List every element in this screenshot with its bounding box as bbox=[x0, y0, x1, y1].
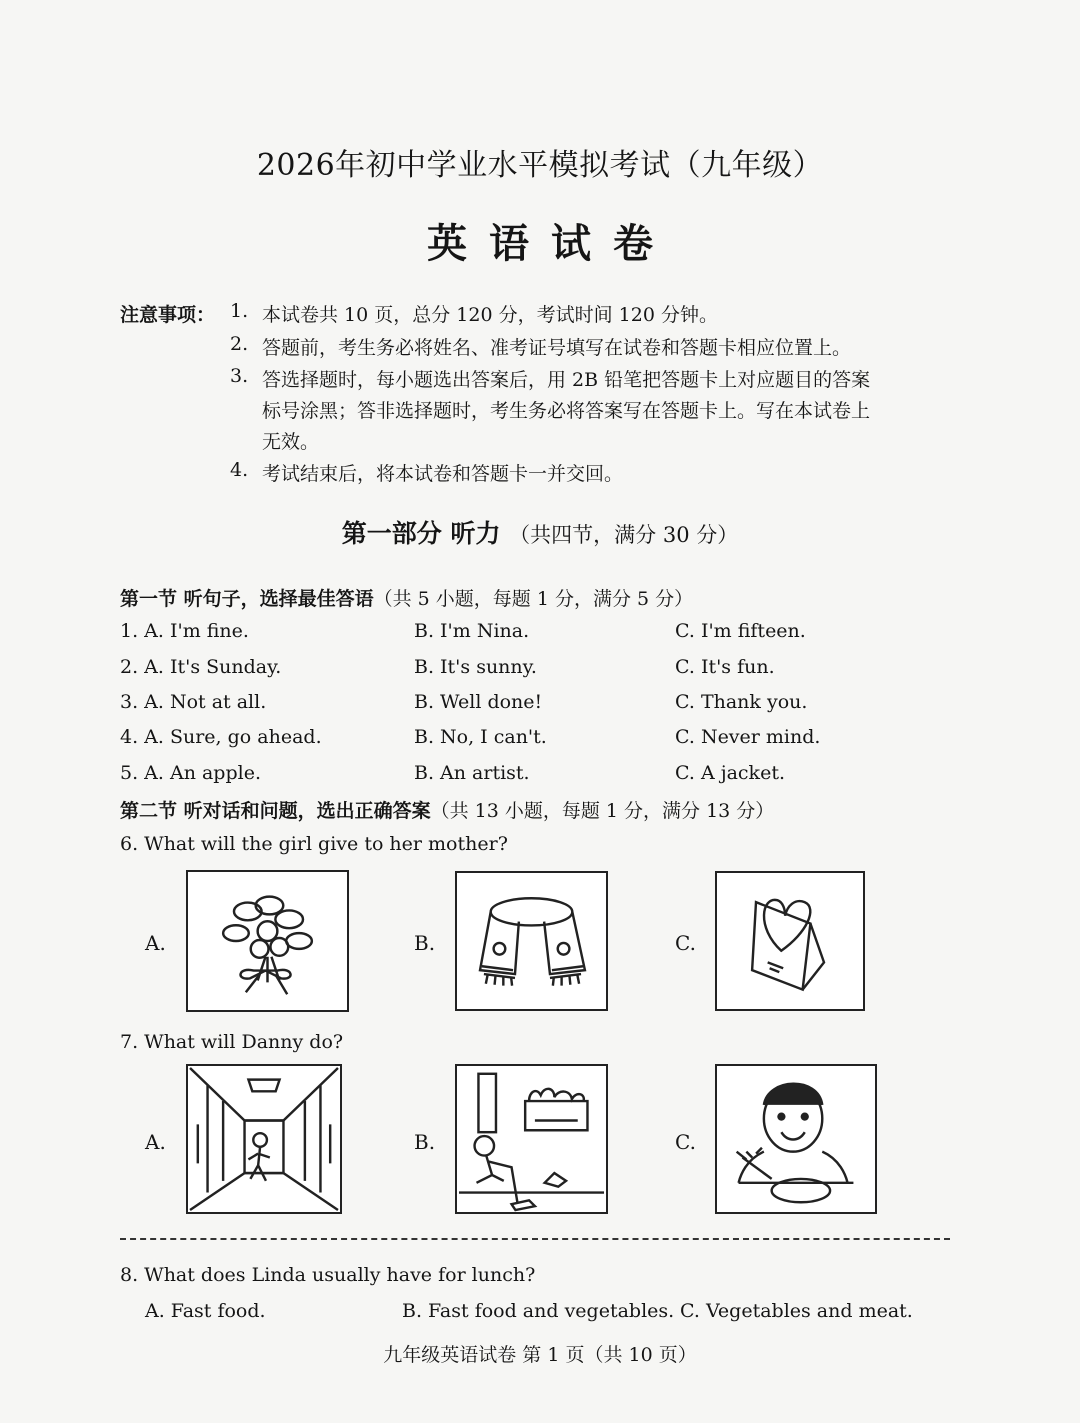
heart-card-icon bbox=[717, 873, 863, 1009]
option-c: C. Vegetables and meat. bbox=[680, 1300, 913, 1322]
notice-item-number: 2. bbox=[230, 333, 249, 355]
option-c: C. Never mind. bbox=[675, 726, 821, 748]
part-title-text: 第一部分 听力 bbox=[341, 519, 501, 548]
notice-item-text: 无效。 bbox=[262, 431, 320, 453]
notice-item-text: 答题前，考生务必将姓名、准考证号填写在试卷和答题卡相应位置上。 bbox=[262, 337, 852, 359]
cut-line-divider bbox=[120, 1238, 950, 1240]
option-b: B. No, I can't. bbox=[414, 726, 547, 748]
notice-item-text: 标号涂黑；答非选择题时，考生务必将答案写在答题卡上。写在本试卷上 bbox=[262, 400, 871, 422]
option-a: A. Fast food. bbox=[145, 1300, 266, 1322]
choice-label: C. bbox=[675, 1130, 696, 1154]
section-title: 第一节 听句子，选择最佳答语 bbox=[120, 588, 374, 610]
option-b: B. Fast food and vegetables. bbox=[402, 1300, 675, 1322]
section-note: （共 5 小题，每题 1 分，满分 5 分） bbox=[373, 588, 694, 610]
option-b: B. Well done! bbox=[414, 691, 543, 713]
option-c: C. Thank you. bbox=[675, 691, 808, 713]
choice-label: A. bbox=[145, 931, 166, 955]
exam-title: 2026年初中学业水平模拟考试（九年级） bbox=[256, 148, 824, 183]
eating-image bbox=[715, 1064, 877, 1214]
part-title bbox=[0, 514, 1080, 550]
choice-label: B. bbox=[414, 1130, 436, 1154]
cleaning-image bbox=[455, 1064, 608, 1214]
option-b: B. An artist. bbox=[414, 762, 530, 784]
option-a: 3. A. Not at all. bbox=[120, 691, 267, 713]
heart-card-image bbox=[715, 871, 865, 1011]
question-6: 6. What will the girl give to her mother? bbox=[120, 833, 508, 855]
notice-item-text: 答选择题时，每小题选出答案后，用 2B 铅笔把答题卡上对应题目的答案 bbox=[262, 369, 871, 391]
option-c: C. I'm fifteen. bbox=[675, 620, 806, 642]
section-title: 第二节 听对话和问题，选出正确答案 bbox=[120, 800, 431, 822]
section-heading bbox=[120, 584, 693, 611]
part-title-note: （共四节，满分 30 分） bbox=[509, 523, 739, 547]
flowers-image bbox=[186, 870, 349, 1012]
notice-item-number: 3. bbox=[230, 365, 249, 387]
question-8: 8. What does Linda usually have for lunch? bbox=[120, 1264, 536, 1286]
option-a: 4. A. Sure, go ahead. bbox=[120, 726, 322, 748]
option-a: 1. A. I'm fine. bbox=[120, 620, 249, 642]
option-a: 5. A. An apple. bbox=[120, 762, 261, 784]
question-7: 7. What will Danny do? bbox=[120, 1031, 344, 1053]
option-c: C. A jacket. bbox=[675, 762, 785, 784]
page-footer: 九年级英语试卷 第 1 页（共 10 页） bbox=[383, 1344, 697, 1366]
eating-boy-icon bbox=[717, 1066, 875, 1212]
hallway-running-image bbox=[186, 1064, 342, 1214]
notice-item-text: 考试结束后，将本试卷和答题卡一并交回。 bbox=[262, 463, 624, 485]
choice-label: B. bbox=[414, 931, 436, 955]
cleaning-boy-icon bbox=[457, 1066, 606, 1212]
option-b: B. I'm Nina. bbox=[414, 620, 530, 642]
scarf-image bbox=[455, 871, 608, 1011]
running-boy-icon bbox=[188, 1066, 340, 1212]
option-c: C. It's fun. bbox=[675, 656, 775, 678]
choice-label: C. bbox=[675, 931, 696, 955]
exam-subtitle: 英语试卷 bbox=[427, 220, 675, 267]
notice-item-text: 本试卷共 10 页，总分 120 分，考试时间 120 分钟。 bbox=[262, 304, 718, 326]
section-heading bbox=[120, 796, 774, 823]
section-note: （共 13 小题，每题 1 分，满分 13 分） bbox=[430, 800, 775, 822]
option-b: B. It's sunny. bbox=[414, 656, 537, 678]
notice-item-number: 1. bbox=[230, 300, 249, 322]
notice-label: 注意事项： bbox=[120, 304, 216, 326]
choice-label: A. bbox=[145, 1130, 166, 1154]
notice-item-number: 4. bbox=[230, 459, 249, 481]
scarf-icon bbox=[457, 873, 606, 1009]
option-a: 2. A. It's Sunday. bbox=[120, 656, 282, 678]
flowers-icon bbox=[188, 872, 347, 1010]
